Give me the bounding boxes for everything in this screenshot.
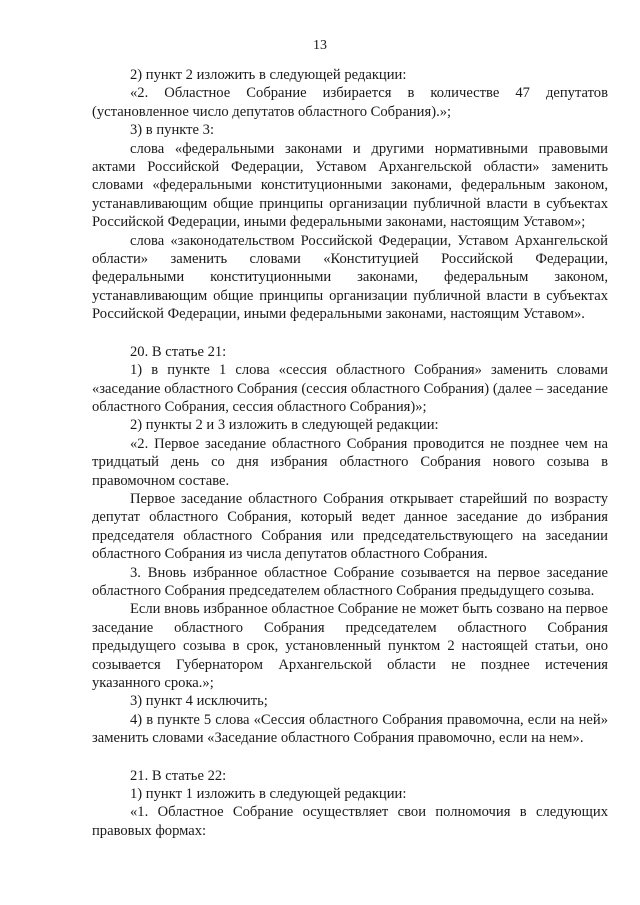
paragraph: 2) пункт 2 изложить в следующей редакции:: [130, 67, 407, 83]
section-heading: 20. В статье 21:: [130, 343, 227, 360]
section-gap: [92, 748, 608, 767]
paragraph: «1. Областное Собрание осуществляет свои полномочия в следующих правовых формах:: [92, 804, 608, 839]
paragraph: слова «федеральными законами и другими нормативными правовыми актами Российской Федерации, Уставом Архангельской области» заменить словами «федеральными конституционными законами, федеральным законом, устанавливающим общие принципы организации публичной власти в субъектах Российской Федерации, иными федеральными законами, настоящим Уставом»;: [92, 140, 608, 231]
paragraph: «2. Первое заседание областного Собрания проводится не позднее чем на тридцатый день со дня избрания областного Собрания нового созыва в правомочном составе.: [92, 435, 608, 489]
paragraph: Первое заседание областного Собрания открывает старейший по возрасту депутат областного Собрания, который ведет данное заседание до избрания председателя областного Собрания или председательствующего на заседании областного Собрания из числа депутатов областного Собрания.: [92, 490, 608, 563]
paragraph: 2) пункты 2 и 3 изложить в следующей редакции:: [130, 417, 439, 434]
paragraph: 3) в пункте 3:: [130, 122, 215, 139]
paragraph: слова «законодательством Российской Федерации, Уставом Архангельской области» заменить словами «Конституцией Российской Федерации, федеральными конституционными законами, федеральным законом, устанавливающим общие принципы организации публичной власти в субъектах Российской Федерации, иными федеральными законами, настоящим Уставом».: [92, 232, 608, 323]
paragraph: 3. Вновь избранное областное Собрание созывается на первое заседание областного Собрания председателем областного Собрания предыдущего созыва.: [92, 564, 608, 599]
paragraph: Если вновь избранное областное Собрание не может быть созвано на первое заседание областного Собрания председателем областного Собрания предыдущего созыва в срок, установленный пунктом 2 настоящей статьи, оно созывается Губернатором Архангельской области не позднее истечения указанного срока.»;: [92, 601, 608, 691]
page-number: 13: [313, 38, 327, 53]
section-heading: 21. В статье 22:: [130, 767, 227, 784]
document-body: [92, 66, 608, 840]
paragraph: 1) пункт 1 изложить в следующей редакции:: [130, 786, 407, 803]
paragraph: 1) в пункте 1 слова «сессия областного Собрания» заменить словами «заседание областного Собрания (сессия областного Собрания) (далее – заседание областного Собрания, сессия областного Собрания)»;: [92, 362, 608, 415]
paragraph: 4) в пункте 5 слова «Сессия областного Собрания правомочна, если на ней» заменить словами «Заседание областного Собрания правомочно, если на нем».: [92, 711, 608, 747]
paragraph: «2. Областное Собрание избирается в количестве 47 депутатов (установленное число депутатов областного Собрания).»;: [92, 85, 608, 120]
section-gap: [92, 324, 608, 343]
paragraph: 3) пункт 4 исключить;: [130, 693, 268, 710]
